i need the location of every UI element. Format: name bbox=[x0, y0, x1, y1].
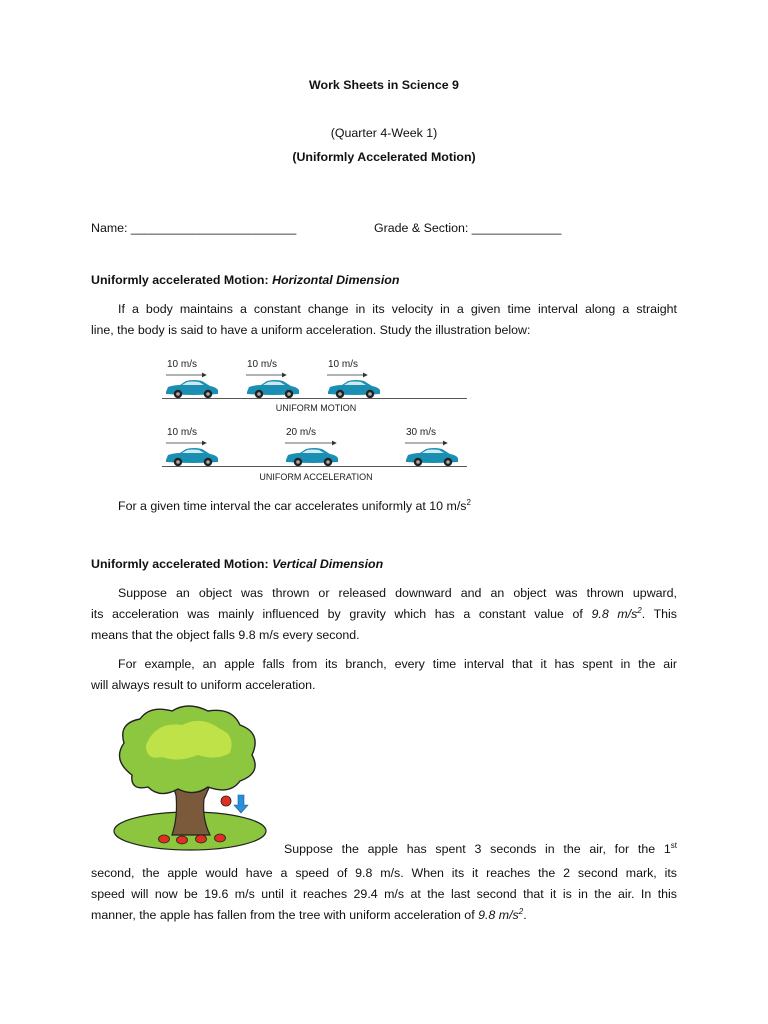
p1-line-2-end: . This bbox=[641, 607, 677, 621]
caption-superscript: 2 bbox=[466, 497, 471, 507]
figure-caption bbox=[118, 499, 471, 513]
apple-icon bbox=[177, 836, 188, 844]
p1-line-2: its acceleration was mainly influenced by gravity which has a constant value of bbox=[91, 607, 583, 621]
caption-text: For a given time interval the car accelerates uniformly at 10 m/s bbox=[118, 499, 467, 513]
speed-label: 10 m/s bbox=[247, 359, 278, 370]
p3-line-1 bbox=[284, 842, 677, 856]
down-arrow-icon bbox=[234, 795, 248, 813]
gravity-value: 9.8 m/s bbox=[591, 607, 638, 621]
vertical-paragraph-1 bbox=[91, 583, 677, 646]
p1-line-3: means that the object falls 9.8 m/s every second. bbox=[91, 628, 360, 642]
car-icon bbox=[406, 448, 458, 466]
quarter-label: (Quarter 4-Week 1) bbox=[330, 126, 438, 140]
vertical-heading-italic: Vertical Dimension bbox=[272, 557, 384, 571]
p3-line-2: second, the apple would have a speed of 9.8 m/s. When its it reaches the 2 second mark, its bbox=[91, 866, 677, 880]
apple-icon bbox=[196, 835, 207, 843]
p3-line-1-text: Suppose the apple has spent 3 seconds in the air, for the 1 bbox=[284, 842, 671, 856]
p2-line-1: For example, an apple falls from its branch, every time interval that it has spent in the air bbox=[118, 657, 677, 671]
p1-line-1: Suppose an object was thrown or released downward and an object was thrown upward, bbox=[118, 586, 677, 600]
name-field[interactable]: Name: ________________________ bbox=[91, 221, 297, 235]
intro-line-2: line, the body is said to have a uniform acceleration. Study the illustration below: bbox=[91, 323, 531, 337]
car-icon bbox=[328, 380, 380, 398]
p3-line-3: speed will now be 19.6 m/s until it reaches 29.4 m/s at the last second that it is in the air. In this bbox=[91, 887, 677, 901]
speed-label: 10 m/s bbox=[167, 427, 198, 438]
apple-icon bbox=[221, 796, 231, 806]
topic-label: (Uniformly Accelerated Motion) bbox=[292, 150, 476, 164]
acceleration-value: 9.8 m/s bbox=[478, 908, 519, 922]
uniform-acceleration-row bbox=[162, 427, 467, 482]
horizontal-intro bbox=[91, 299, 677, 341]
p3-line-4-end: . bbox=[523, 908, 527, 922]
car-icon bbox=[247, 380, 299, 398]
car-icon bbox=[166, 380, 218, 398]
worksheet-title: Work Sheets in Science 9 bbox=[309, 78, 459, 92]
speed-label: 20 m/s bbox=[286, 427, 317, 438]
speed-label: 10 m/s bbox=[167, 359, 198, 370]
vertical-heading-plain: Uniformly accelerated Motion: bbox=[91, 557, 269, 571]
uniform-motion-label: UNIFORM MOTION bbox=[275, 403, 357, 413]
uniform-motion-row bbox=[162, 359, 467, 413]
uniform-motion-figure bbox=[162, 355, 472, 485]
speed-label: 30 m/s bbox=[406, 427, 437, 438]
horizontal-heading-italic: Horizontal Dimension bbox=[272, 273, 400, 287]
p2-line-2: will always result to uniform acceleration. bbox=[91, 678, 316, 692]
vertical-paragraph-3 bbox=[91, 863, 677, 926]
uniform-acceleration-label: UNIFORM ACCELERATION bbox=[259, 472, 373, 482]
intro-line-1: If a body maintains a constant change in its velocity in a given time interval along a straight bbox=[118, 302, 677, 316]
vertical-paragraph-2 bbox=[91, 654, 677, 696]
apple-icon bbox=[159, 835, 170, 843]
p3-line-4: manner, the apple has fallen from the tree with uniform acceleration of bbox=[91, 908, 475, 922]
apple-tree-figure bbox=[112, 705, 272, 855]
gravity-superscript: 2 bbox=[637, 605, 642, 615]
car-icon bbox=[166, 448, 218, 466]
ordinal-superscript: st bbox=[670, 840, 677, 850]
horizontal-heading bbox=[91, 273, 399, 287]
vertical-heading bbox=[91, 557, 383, 571]
acceleration-superscript: 2 bbox=[518, 906, 524, 916]
speed-label: 10 m/s bbox=[328, 359, 359, 370]
grade-section-field[interactable]: Grade & Section: _____________ bbox=[374, 221, 562, 235]
apple-icon bbox=[215, 834, 226, 842]
horizontal-heading-plain: Uniformly accelerated Motion: bbox=[91, 273, 269, 287]
car-icon bbox=[286, 448, 338, 466]
